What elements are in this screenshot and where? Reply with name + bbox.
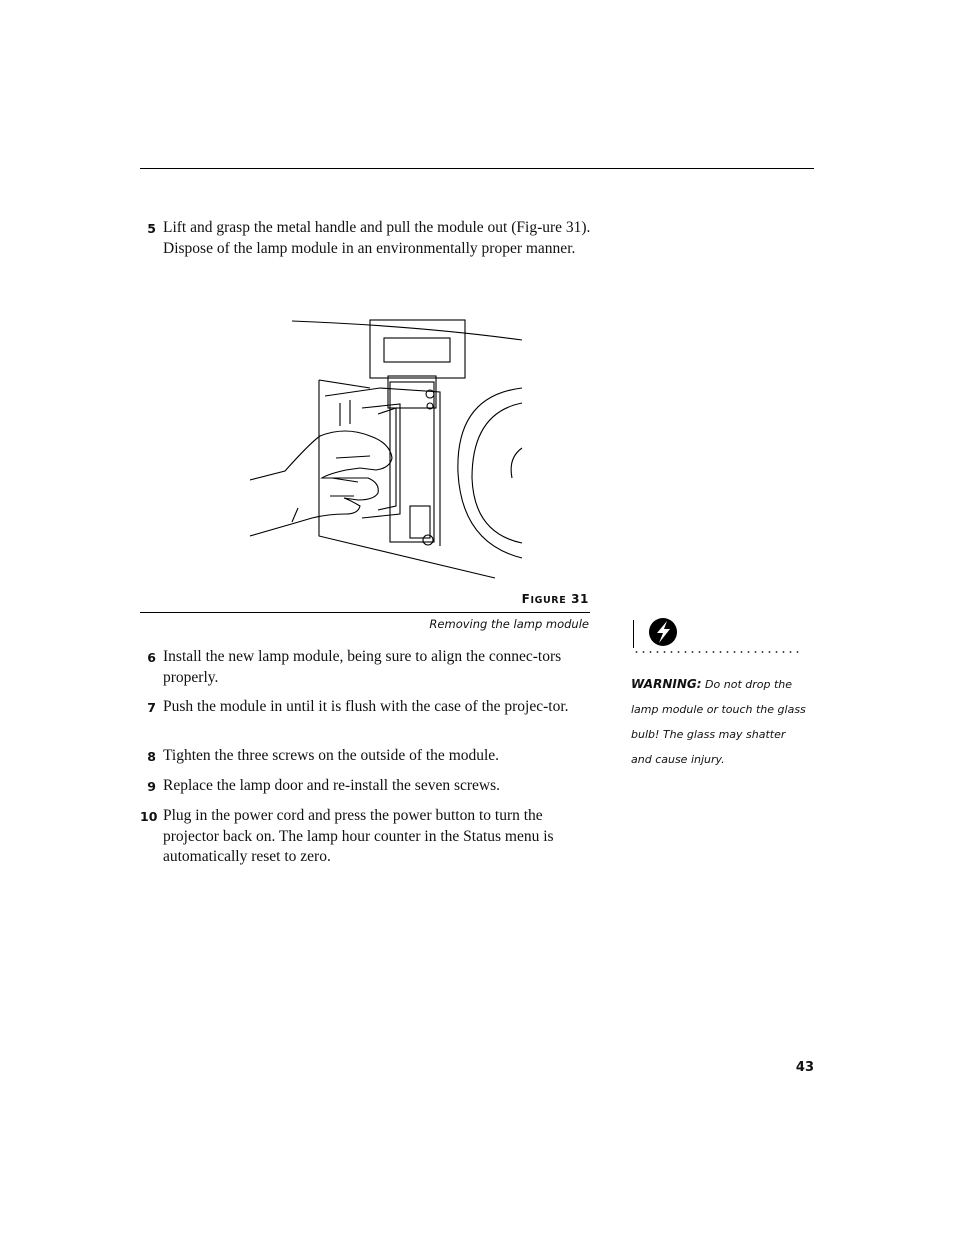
step-10	[140, 806, 592, 868]
step-5	[140, 218, 592, 259]
step-text: Plug in the power cord and press the power button to turn the projector back on. The lamp hour counter in the Status menu is automatically reset to zero.	[163, 807, 554, 865]
warning-text: Do not drop the lamp module or touch the glass bulb! The glass may shatter and cause injury.	[631, 678, 806, 766]
step-text: Tighten the three screws on the outside of the module.	[163, 747, 500, 764]
step-7	[140, 697, 592, 718]
step-text: Lift and grasp the metal handle and pull the module out (Fig-ure 31). Dispose of the lamp module in an environmentally proper manner.	[163, 219, 591, 257]
warning-dotted-rule	[633, 651, 801, 653]
top-rule	[140, 168, 814, 169]
figure-label: FIGURE 31	[521, 592, 589, 606]
step-8	[140, 746, 592, 767]
step-number: 7	[147, 700, 156, 715]
step-text: Replace the lamp door and re-install the seven screws.	[163, 777, 501, 794]
step-number: 9	[147, 779, 156, 794]
page-number: 43	[795, 1060, 814, 1075]
step-number: 5	[147, 221, 156, 236]
step-9	[140, 776, 592, 797]
lightning-bolt-icon	[648, 617, 678, 647]
step-number: 8	[147, 749, 156, 764]
figure-caption: Removing the lamp module	[429, 617, 589, 631]
step-text: Push the module in until it is flush with the case of the projec-tor.	[163, 698, 569, 715]
step-text: Install the new lamp module, being sure to align the connec-tors properly.	[163, 648, 562, 686]
warning-bar	[633, 620, 634, 648]
figure-rule	[140, 612, 590, 613]
step-number: 6	[147, 650, 156, 665]
step-6	[140, 647, 592, 688]
step-number: 10	[140, 809, 158, 824]
warning-note	[631, 672, 809, 772]
lamp-module-illustration	[250, 318, 525, 583]
warning-label: WARNING:	[631, 677, 702, 691]
